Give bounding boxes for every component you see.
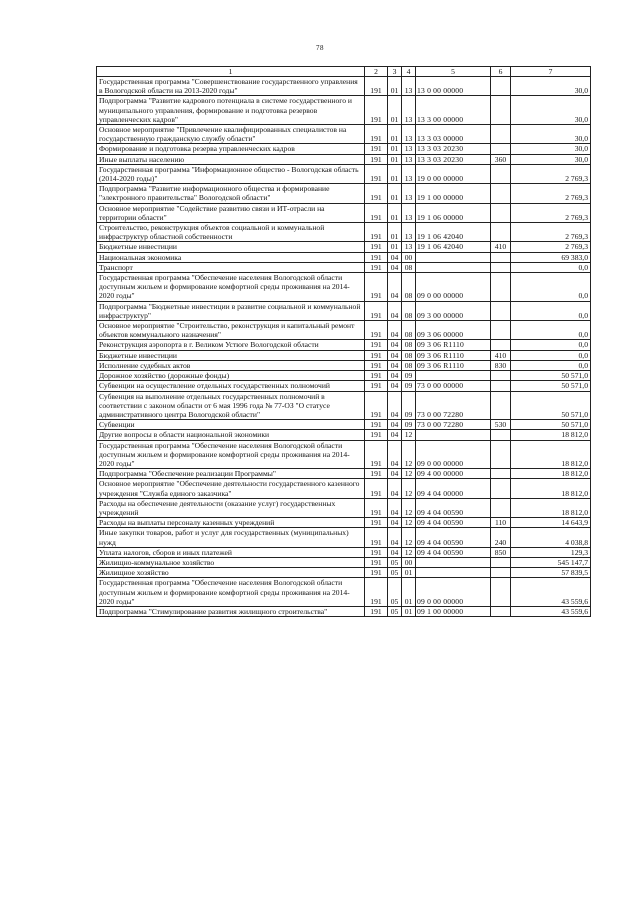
row-name-cell: Транспорт <box>97 262 365 272</box>
row-col3-cell: 04 <box>388 479 402 498</box>
row-col6-cell: 240 <box>491 528 511 547</box>
row-name-cell: Подпрограмма "Стимулирование развития жилищного строительства" <box>97 606 365 616</box>
row-col5-cell: 13 3 03 20230 <box>416 144 491 154</box>
row-col4-cell: 09 <box>402 381 416 391</box>
row-col5-cell: 19 1 06 42040 <box>416 242 491 252</box>
row-col3-cell: 01 <box>388 223 402 242</box>
row-col4-cell: 00 <box>402 557 416 567</box>
row-col2-cell: 191 <box>365 203 388 222</box>
row-name-cell: Государственная программа "Обеспечение населения Вологодской области доступным жильем и формирование комфортной среды проживания на 2014-2020 годы" <box>97 273 365 302</box>
table-row <box>97 528 591 547</box>
row-col7-cell: 18 812,0 <box>511 498 591 517</box>
row-col7-cell: 2 769,3 <box>511 184 591 203</box>
table-row <box>97 430 591 440</box>
row-col3-cell: 01 <box>388 96 402 125</box>
row-name-cell: Бюджетные инвестиции <box>97 242 365 252</box>
row-col2-cell: 191 <box>365 321 388 340</box>
row-col6-cell <box>491 125 511 144</box>
row-col6-cell: 830 <box>491 360 511 370</box>
row-col2-cell: 191 <box>365 223 388 242</box>
row-col3-cell: 04 <box>388 430 402 440</box>
row-col7-cell: 30,0 <box>511 144 591 154</box>
row-col2-cell: 191 <box>365 498 388 517</box>
row-col4-cell: 09 <box>402 391 416 420</box>
row-col6-cell <box>491 301 511 320</box>
row-col2-cell: 191 <box>365 557 388 567</box>
row-col5-cell <box>416 252 491 262</box>
table-row <box>97 252 591 262</box>
row-name-cell: Расходы на обеспечение деятельности (оказание услуг) государственных учреждений <box>97 498 365 517</box>
row-col7-cell: 0,0 <box>511 350 591 360</box>
row-name-cell: Основное мероприятие "Строительство, реконструкция и капитальный ремонт объектов коммунального назначения" <box>97 321 365 340</box>
row-col5-cell: 09 0 00 00000 <box>416 273 491 302</box>
row-col5-cell: 09 3 06 00000 <box>416 321 491 340</box>
row-col3-cell: 01 <box>388 164 402 183</box>
row-col7-cell: 0,0 <box>511 273 591 302</box>
page-number: 78 <box>316 44 324 52</box>
row-col4-cell: 09 <box>402 371 416 381</box>
row-col7-cell: 2 769,3 <box>511 223 591 242</box>
row-col4-cell: 12 <box>402 518 416 528</box>
row-col4-cell: 08 <box>402 350 416 360</box>
row-col7-cell: 0,0 <box>511 360 591 370</box>
row-col4-cell: 13 <box>402 144 416 154</box>
row-col5-cell: 09 0 00 00000 <box>416 578 491 607</box>
row-col2-cell: 191 <box>365 154 388 164</box>
row-col3-cell: 04 <box>388 547 402 557</box>
row-name-cell: Другие вопросы в области национальной экономики <box>97 430 365 440</box>
table-row <box>97 479 591 498</box>
row-col7-cell: 18 812,0 <box>511 469 591 479</box>
row-col7-cell: 57 839,5 <box>511 568 591 578</box>
row-col2-cell: 191 <box>365 125 388 144</box>
row-col4-cell: 00 <box>402 252 416 262</box>
row-col3-cell: 04 <box>388 498 402 517</box>
column-header-5: 5 <box>416 67 491 77</box>
row-col7-cell: 30,0 <box>511 125 591 144</box>
table-row <box>97 164 591 183</box>
row-col5-cell: 73 0 00 72280 <box>416 420 491 430</box>
row-col5-cell <box>416 262 491 272</box>
row-col5-cell: 73 0 00 00000 <box>416 381 491 391</box>
row-col5-cell: 73 0 00 72280 <box>416 391 491 420</box>
row-col7-cell: 69 383,0 <box>511 252 591 262</box>
row-col2-cell: 191 <box>365 360 388 370</box>
row-col6-cell <box>491 77 511 96</box>
table-body <box>97 77 591 617</box>
row-col5-cell: 09 4 04 00590 <box>416 498 491 517</box>
table-row <box>97 125 591 144</box>
table-row <box>97 273 591 302</box>
row-col2-cell: 191 <box>365 518 388 528</box>
row-col5-cell <box>416 568 491 578</box>
row-col3-cell: 04 <box>388 420 402 430</box>
row-col2-cell: 191 <box>365 340 388 350</box>
row-col5-cell: 13 0 00 00000 <box>416 77 491 96</box>
table-row <box>97 578 591 607</box>
row-col7-cell: 18 812,0 <box>511 440 591 469</box>
column-header-3: 3 <box>388 67 402 77</box>
row-name-cell: Жилищно-коммунальное хозяйство <box>97 557 365 567</box>
row-col6-cell <box>491 184 511 203</box>
row-col6-cell <box>491 203 511 222</box>
row-col2-cell: 191 <box>365 252 388 262</box>
row-col5-cell: 19 1 06 00000 <box>416 203 491 222</box>
row-col4-cell: 01 <box>402 568 416 578</box>
table-row <box>97 340 591 350</box>
row-col6-cell: 410 <box>491 242 511 252</box>
row-col6-cell <box>491 144 511 154</box>
row-col6-cell <box>491 262 511 272</box>
row-col3-cell: 04 <box>388 350 402 360</box>
row-col2-cell: 191 <box>365 301 388 320</box>
table-row <box>97 203 591 222</box>
row-col5-cell: 13 3 03 20230 <box>416 154 491 164</box>
row-col4-cell: 08 <box>402 360 416 370</box>
row-name-cell: Иные закупки товаров, работ и услуг для государственных (муниципальных) нужд <box>97 528 365 547</box>
row-name-cell: Уплата налогов, сборов и иных платежей <box>97 547 365 557</box>
row-col6-cell <box>491 371 511 381</box>
table-row <box>97 242 591 252</box>
row-name-cell: Подпрограмма "Развитие кадрового потенциала в системе государственного и муниципального управления, формирование и подготовка резервов управленческих кадров" <box>97 96 365 125</box>
row-col5-cell: 09 3 06 R1110 <box>416 360 491 370</box>
row-col3-cell: 04 <box>388 440 402 469</box>
row-col4-cell: 08 <box>402 321 416 340</box>
row-col6-cell: 530 <box>491 420 511 430</box>
table-row <box>97 350 591 360</box>
row-col5-cell: 19 0 00 00000 <box>416 164 491 183</box>
table-row <box>97 77 591 96</box>
row-col7-cell: 43 559,6 <box>511 578 591 607</box>
row-name-cell: Государственная программа "Совершенствование государственного управления в Вологодской области на 2013-2020 годы" <box>97 77 365 96</box>
row-col4-cell: 12 <box>402 469 416 479</box>
row-col4-cell: 13 <box>402 223 416 242</box>
row-col4-cell: 12 <box>402 479 416 498</box>
row-col4-cell: 12 <box>402 498 416 517</box>
row-col7-cell: 0,0 <box>511 321 591 340</box>
row-col3-cell: 05 <box>388 606 402 616</box>
row-name-cell: Бюджетные инвестиции <box>97 350 365 360</box>
row-name-cell: Подпрограмма "Бюджетные инвестиции в развитие социальной и коммунальной инфраструктур" <box>97 301 365 320</box>
table-row <box>97 606 591 616</box>
row-name-cell: Субвенции <box>97 420 365 430</box>
row-col5-cell <box>416 430 491 440</box>
row-col7-cell: 50 571,0 <box>511 371 591 381</box>
row-name-cell: Государственная программа "Обеспечение населения Вологодской области доступным жильем и формирование комфортной среды проживания на 2014-2020 годы" <box>97 440 365 469</box>
row-col2-cell: 191 <box>365 430 388 440</box>
row-col5-cell: 19 1 06 42040 <box>416 223 491 242</box>
row-col3-cell: 04 <box>388 381 402 391</box>
row-col6-cell: 110 <box>491 518 511 528</box>
row-col4-cell: 12 <box>402 528 416 547</box>
row-col4-cell: 12 <box>402 430 416 440</box>
row-col5-cell <box>416 557 491 567</box>
row-col3-cell: 04 <box>388 518 402 528</box>
row-col3-cell: 01 <box>388 154 402 164</box>
row-col3-cell: 04 <box>388 262 402 272</box>
row-col2-cell: 191 <box>365 273 388 302</box>
row-name-cell: Национальная экономика <box>97 252 365 262</box>
column-header-4: 4 <box>402 67 416 77</box>
row-name-cell: Жилищное хозяйство <box>97 568 365 578</box>
row-col6-cell: 850 <box>491 547 511 557</box>
table-row <box>97 262 591 272</box>
row-col4-cell: 13 <box>402 96 416 125</box>
row-col3-cell: 04 <box>388 301 402 320</box>
row-col7-cell: 0,0 <box>511 340 591 350</box>
row-col6-cell <box>491 340 511 350</box>
row-col3-cell: 04 <box>388 371 402 381</box>
row-col5-cell: 13 3 03 00000 <box>416 125 491 144</box>
row-name-cell: Расходы на выплаты персоналу казенных учреждений <box>97 518 365 528</box>
budget-table <box>96 66 591 617</box>
row-col6-cell <box>491 606 511 616</box>
table-row <box>97 568 591 578</box>
row-col2-cell: 191 <box>365 242 388 252</box>
row-col2-cell: 191 <box>365 371 388 381</box>
row-col7-cell: 30,0 <box>511 77 591 96</box>
row-col2-cell: 191 <box>365 568 388 578</box>
table-row <box>97 498 591 517</box>
table-row <box>97 420 591 430</box>
row-col3-cell: 01 <box>388 77 402 96</box>
row-col4-cell: 13 <box>402 125 416 144</box>
row-col2-cell: 191 <box>365 528 388 547</box>
row-col3-cell: 01 <box>388 184 402 203</box>
row-col6-cell <box>491 391 511 420</box>
row-col5-cell: 19 1 00 00000 <box>416 184 491 203</box>
row-col3-cell: 01 <box>388 242 402 252</box>
table-row <box>97 391 591 420</box>
row-name-cell: Реконструкция аэропорта в г. Великом Устюге Вологодской области <box>97 340 365 350</box>
row-col7-cell: 18 812,0 <box>511 479 591 498</box>
row-col3-cell: 05 <box>388 578 402 607</box>
table-row <box>97 381 591 391</box>
row-col7-cell: 129,3 <box>511 547 591 557</box>
row-col2-cell: 191 <box>365 381 388 391</box>
table-row <box>97 96 591 125</box>
row-col7-cell: 43 559,6 <box>511 606 591 616</box>
row-col2-cell: 191 <box>365 547 388 557</box>
row-name-cell: Иные выплаты населению <box>97 154 365 164</box>
row-col4-cell: 01 <box>402 606 416 616</box>
row-col2-cell: 191 <box>365 420 388 430</box>
row-col3-cell: 04 <box>388 340 402 350</box>
row-col3-cell: 04 <box>388 273 402 302</box>
row-col6-cell <box>491 469 511 479</box>
row-col4-cell: 13 <box>402 184 416 203</box>
row-col7-cell: 50 571,0 <box>511 420 591 430</box>
row-name-cell: Строительство, реконструкция объектов социальной и коммунальной инфраструктур областной собственности <box>97 223 365 242</box>
table-row <box>97 321 591 340</box>
row-name-cell: Формирование и подготовка резерва управленческих кадров <box>97 144 365 154</box>
row-col6-cell <box>491 252 511 262</box>
row-col4-cell: 08 <box>402 262 416 272</box>
row-name-cell: Государственная программа "Информационное общество - Вологодская область (2014-2020 годы)" <box>97 164 365 183</box>
row-col2-cell: 191 <box>365 184 388 203</box>
row-name-cell: Дорожное хозяйство (дорожные фонды) <box>97 371 365 381</box>
row-name-cell: Основное мероприятие "Содействие развитию связи и ИТ-отрасли на территории области" <box>97 203 365 222</box>
table-row <box>97 144 591 154</box>
row-name-cell: Основное мероприятие "Обеспечение деятельности государственного казенного учреждения "Служба единого заказчика" <box>97 479 365 498</box>
row-col4-cell: 01 <box>402 578 416 607</box>
table-row <box>97 301 591 320</box>
row-col6-cell <box>491 273 511 302</box>
row-col2-cell: 191 <box>365 578 388 607</box>
row-col6-cell <box>491 568 511 578</box>
row-col5-cell: 09 1 00 00000 <box>416 606 491 616</box>
row-col5-cell: 09 4 04 00590 <box>416 518 491 528</box>
table-row <box>97 154 591 164</box>
row-col6-cell: 360 <box>491 154 511 164</box>
row-col5-cell: 09 0 00 00000 <box>416 440 491 469</box>
row-col4-cell: 12 <box>402 440 416 469</box>
row-col2-cell: 191 <box>365 479 388 498</box>
row-col7-cell: 2 769,3 <box>511 164 591 183</box>
row-col3-cell: 04 <box>388 528 402 547</box>
column-header-2: 2 <box>365 67 388 77</box>
row-col6-cell <box>491 498 511 517</box>
row-col4-cell: 13 <box>402 203 416 222</box>
row-name-cell: Субвенции на осуществление отдельных государственных полномочий <box>97 381 365 391</box>
row-col2-cell: 191 <box>365 144 388 154</box>
row-col6-cell <box>491 96 511 125</box>
row-col7-cell: 0,0 <box>511 262 591 272</box>
row-col2-cell: 191 <box>365 350 388 360</box>
row-col7-cell: 18 812,0 <box>511 430 591 440</box>
row-col2-cell: 191 <box>365 164 388 183</box>
row-name-cell: Субвенция на выполнение отдельных государственных полномочий в соответствии с законом области от 6 мая 1996 года № 77-ОЗ "О статусе административного центра Вологодской области" <box>97 391 365 420</box>
row-col5-cell: 09 3 06 R1110 <box>416 350 491 360</box>
row-col6-cell <box>491 321 511 340</box>
row-col2-cell: 191 <box>365 262 388 272</box>
row-col4-cell: 13 <box>402 242 416 252</box>
table-row <box>97 184 591 203</box>
column-header-7: 7 <box>511 67 591 77</box>
row-col3-cell: 01 <box>388 144 402 154</box>
row-col2-cell: 191 <box>365 96 388 125</box>
row-col3-cell: 04 <box>388 321 402 340</box>
row-col3-cell: 04 <box>388 391 402 420</box>
table-row <box>97 371 591 381</box>
row-col6-cell <box>491 164 511 183</box>
row-col3-cell: 04 <box>388 469 402 479</box>
table-row <box>97 547 591 557</box>
row-col7-cell: 2 769,3 <box>511 242 591 252</box>
row-col6-cell <box>491 223 511 242</box>
row-col6-cell <box>491 381 511 391</box>
row-col7-cell: 0,0 <box>511 301 591 320</box>
row-col5-cell: 13 3 00 00000 <box>416 96 491 125</box>
row-col7-cell: 30,0 <box>511 96 591 125</box>
row-col5-cell: 09 3 06 R1110 <box>416 340 491 350</box>
row-col6-cell <box>491 479 511 498</box>
row-col3-cell: 04 <box>388 360 402 370</box>
row-name-cell: Подпрограмма "Обеспечение реализации Программы" <box>97 469 365 479</box>
row-col4-cell: 09 <box>402 420 416 430</box>
row-col3-cell: 05 <box>388 557 402 567</box>
table-row <box>97 469 591 479</box>
row-col2-cell: 191 <box>365 440 388 469</box>
row-col5-cell: 09 4 00 00000 <box>416 469 491 479</box>
row-col5-cell: 09 4 04 00000 <box>416 479 491 498</box>
row-col4-cell: 13 <box>402 164 416 183</box>
table-row <box>97 360 591 370</box>
row-col7-cell: 50 571,0 <box>511 391 591 420</box>
row-col6-cell <box>491 557 511 567</box>
row-col7-cell: 4 038,8 <box>511 528 591 547</box>
row-col7-cell: 30,0 <box>511 154 591 164</box>
row-col2-cell: 191 <box>365 606 388 616</box>
table-row <box>97 557 591 567</box>
row-name-cell: Основное мероприятие "Привлечение квалифицированных специалистов на государственную гражданскую службу области" <box>97 125 365 144</box>
row-col3-cell: 01 <box>388 203 402 222</box>
row-col7-cell: 545 147,7 <box>511 557 591 567</box>
row-col6-cell: 410 <box>491 350 511 360</box>
row-col5-cell: 09 4 04 00590 <box>416 547 491 557</box>
row-col2-cell: 191 <box>365 469 388 479</box>
table-row <box>97 518 591 528</box>
row-col4-cell: 08 <box>402 340 416 350</box>
row-col4-cell: 13 <box>402 77 416 96</box>
row-name-cell: Подпрограмма "Развитие информационного общества и формирование "электронного правительства" Вологодской области" <box>97 184 365 203</box>
row-col4-cell: 13 <box>402 154 416 164</box>
row-col2-cell: 191 <box>365 77 388 96</box>
header-row <box>97 67 591 77</box>
row-col3-cell: 01 <box>388 125 402 144</box>
row-col5-cell: 09 4 04 00590 <box>416 528 491 547</box>
row-name-cell: Исполнение судебных актов <box>97 360 365 370</box>
row-col5-cell <box>416 371 491 381</box>
table-row <box>97 440 591 469</box>
row-col6-cell <box>491 578 511 607</box>
row-col7-cell: 50 571,0 <box>511 381 591 391</box>
row-col3-cell: 05 <box>388 568 402 578</box>
row-col7-cell: 2 769,3 <box>511 203 591 222</box>
column-header-1: 1 <box>97 67 365 77</box>
table-row <box>97 223 591 242</box>
row-col7-cell: 14 643,9 <box>511 518 591 528</box>
row-name-cell: Государственная программа "Обеспечение населения Вологодской области доступным жильем и формирование комфортной среды проживания на 2014-2020 годы" <box>97 578 365 607</box>
column-header-6: 6 <box>491 67 511 77</box>
row-col4-cell: 08 <box>402 273 416 302</box>
row-col6-cell <box>491 430 511 440</box>
row-col3-cell: 04 <box>388 252 402 262</box>
row-col5-cell: 09 3 00 00000 <box>416 301 491 320</box>
row-col4-cell: 12 <box>402 547 416 557</box>
row-col2-cell: 191 <box>365 391 388 420</box>
row-col6-cell <box>491 440 511 469</box>
row-col4-cell: 08 <box>402 301 416 320</box>
